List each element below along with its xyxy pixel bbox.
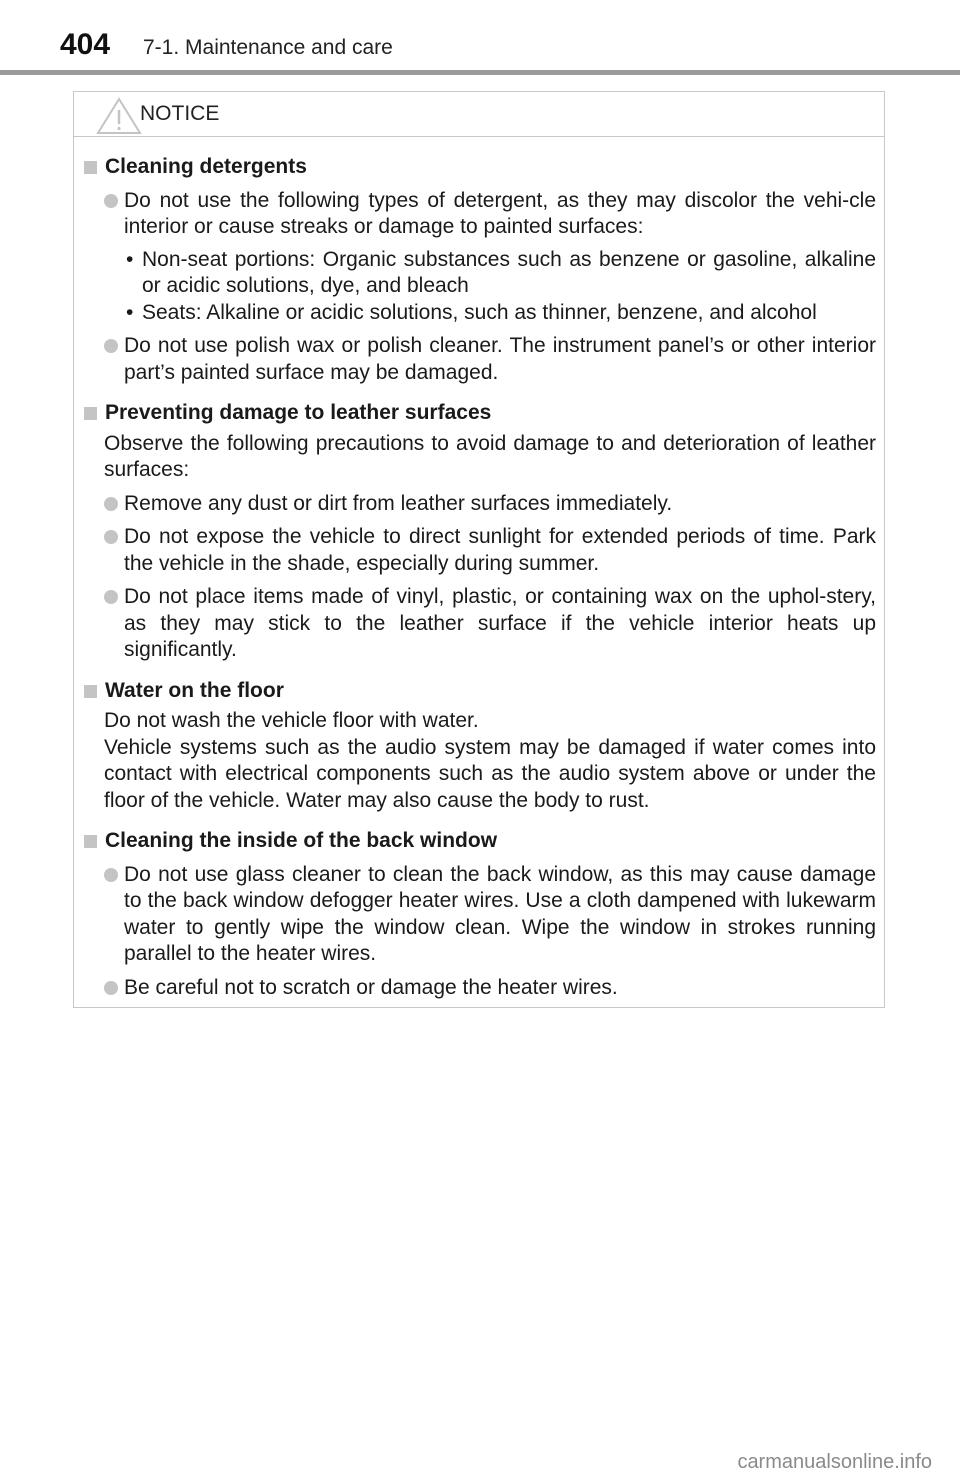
section-intro: Observe the following precautions to avoid damage to and deterioration of leather surfaces: — [104, 431, 876, 481]
sub-item — [84, 247, 876, 300]
square-bullet-icon — [84, 835, 97, 848]
bullet-item — [84, 188, 876, 241]
section-header — [84, 678, 876, 705]
dot-bullet-icon: • — [126, 247, 134, 271]
section-title: 7-1. Maintenance and care — [143, 36, 393, 59]
notice-header — [74, 92, 884, 137]
round-bullet-icon — [104, 868, 118, 882]
round-bullet-icon — [104, 590, 118, 604]
section-water-on-floor — [84, 678, 876, 815]
footer-watermark: carmanualsonline.info — [737, 1451, 932, 1473]
bullet-text: Do not use glass cleaner to clean the back window, as this may cause damage to the back window defogger heater wires. Use a cloth dampened with lukewarm water to gently wipe the window clean. Wipe the window in strokes running parallel to the heater wires. — [124, 862, 876, 965]
round-bullet-icon — [104, 339, 118, 353]
page-header — [0, 0, 960, 76]
round-bullet-icon — [104, 981, 118, 995]
section-cleaning-detergents — [84, 154, 876, 386]
notice-box — [73, 91, 885, 1008]
page-number: 404 — [60, 28, 111, 61]
square-bullet-icon — [84, 685, 97, 698]
section-heading: Water on the floor — [105, 678, 284, 702]
section-heading: Cleaning the inside of the back window — [105, 829, 498, 852]
bullet-item — [84, 333, 876, 386]
section-leather-surfaces — [84, 400, 876, 664]
bullet-item — [84, 975, 876, 1002]
round-bullet-icon — [104, 194, 118, 208]
sub-item-text: Seats: Alkaline or acidic solutions, such as thinner, benzene, and alcohol — [142, 300, 817, 324]
bullet-item — [84, 584, 876, 664]
section-paragraph: Do not wash the vehicle floor with water. — [104, 709, 479, 732]
section-header — [84, 828, 876, 855]
section-header — [84, 154, 876, 181]
sub-item-text: Non-seat portions: Organic substances such as benzene or gasoline, alkaline or acidic solutions, dye, and bleach — [142, 247, 876, 297]
sub-item — [84, 300, 876, 327]
bullet-text: Do not expose the vehicle to direct sunlight for extended periods of time. Park the vehicle in the shade, especially during summer. — [124, 525, 876, 575]
round-bullet-icon — [104, 497, 118, 511]
bullet-item — [84, 524, 876, 577]
section-heading: Preventing damage to leather surfaces — [105, 401, 492, 424]
bullet-item — [84, 862, 876, 968]
notice-label: NOTICE — [140, 102, 220, 125]
bullet-text: Remove any dust or dirt from leather surfaces immediately. — [124, 491, 673, 515]
section-header — [84, 400, 876, 427]
round-bullet-icon — [104, 530, 118, 544]
bullet-text: Be careful not to scratch or damage the heater wires. — [124, 975, 618, 999]
bullet-item — [84, 491, 876, 518]
bullet-text: Do not use the following types of detergent, as they may discolor the vehi-cle interior or cause streaks or damage to painted surfaces: — [124, 188, 876, 238]
section-back-window — [84, 828, 876, 1001]
warning-triangle-icon — [96, 97, 142, 135]
notice-body — [74, 136, 884, 1001]
section-heading: Cleaning detergents — [105, 155, 307, 178]
square-bullet-icon — [84, 407, 97, 420]
header-rule — [0, 70, 960, 75]
bullet-text: Do not place items made of vinyl, plastic, or containing wax on the uphol-stery, as they may stick to the leather surface if the vehicle interior heats up significantly. — [124, 585, 876, 661]
section-paragraph: Vehicle systems such as the audio system may be damaged if water comes into contact with electrical components such as the audio system above or under the floor of the vehicle. Water may also cause the body to rust. — [104, 735, 876, 812]
bullet-text: Do not use polish wax or polish cleaner. The instrument panel’s or other interior part’s painted surface may be damaged. — [124, 334, 876, 384]
dot-bullet-icon: • — [126, 300, 134, 324]
square-bullet-icon — [84, 161, 97, 174]
